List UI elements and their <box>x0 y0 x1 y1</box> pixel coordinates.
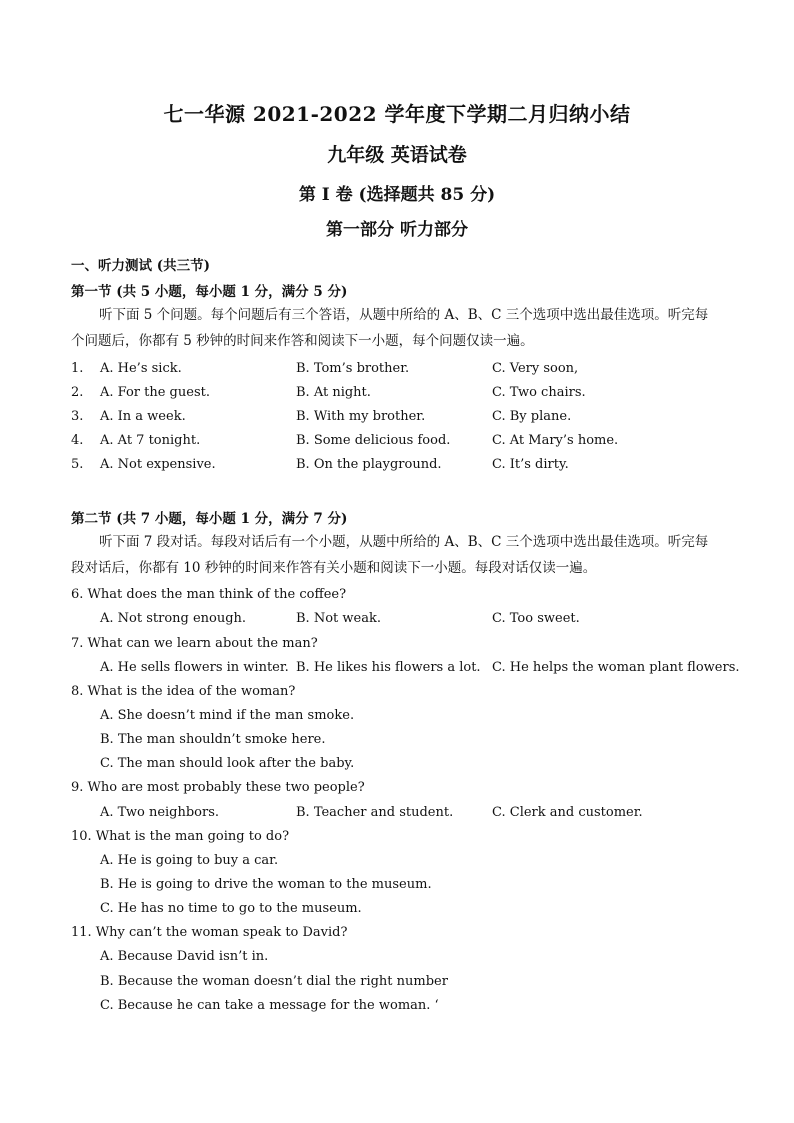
question-number: 2. <box>71 385 84 400</box>
option-c: C. It’s dirty. <box>492 457 569 472</box>
option-a: A. For the guest. <box>100 385 210 400</box>
question-number: 3. <box>71 409 84 424</box>
option-b: B. Teacher and student. <box>296 805 454 820</box>
sec2-heading: 第二节 (共 7 小题，每小题 1 分，满分 7 分) <box>71 511 348 527</box>
sec2-instructions <box>71 529 723 581</box>
option-b: B. He likes his flowers a lot. <box>296 660 481 675</box>
option-b: B. The man shouldn’t smoke here. <box>100 732 326 747</box>
question-number: 4. <box>71 433 84 448</box>
option-c: C. Clerk and customer. <box>492 805 643 820</box>
option-b: B. At night. <box>296 385 371 400</box>
option-b: B. Some delicious food. <box>296 433 451 448</box>
question-text: 7. What can we learn about the man? <box>71 636 318 651</box>
option-c: C. He helps the woman plant flowers. <box>492 660 740 675</box>
question-text: 6. What does the man think of the coffee? <box>71 587 347 602</box>
option-b: B. With my brother. <box>296 409 426 424</box>
option-c: C. Because he can take a message for the woman. ‘ <box>100 998 439 1013</box>
option-c: C. Very soon, <box>492 361 579 376</box>
question-number: 1. <box>71 361 84 376</box>
option-a: A. In a week. <box>100 409 186 424</box>
sec2-instr-line1: 听下面 7 段对话。每段对话后有一个小题，从题中所给的 A、B、C 三个选项中选出最佳选项。听完每 <box>99 534 709 550</box>
sec2-instr-line2: 段对话后，你都有 10 秒钟的时间来作答有关小题和阅读下一小题。每段对话仅读一遍。 <box>71 560 597 576</box>
option-a: A. At 7 tonight. <box>100 433 201 448</box>
option-a: A. Not strong enough. <box>100 611 247 626</box>
option-b: B. Not weak. <box>296 611 381 626</box>
exam-title: 七一华源 2021-2022 学年度下学期二月归纳小结 <box>163 102 631 126</box>
question-text: 10. What is the man going to do? <box>71 829 290 844</box>
question-text: 9. Who are most probably these two people? <box>71 780 365 795</box>
option-b: B. Tom’s brother. <box>296 361 410 376</box>
option-c: C. Too sweet. <box>492 611 580 626</box>
option-a: A. He’s sick. <box>100 361 182 376</box>
option-a: A. Not expensive. <box>100 457 216 472</box>
question-text: 8. What is the idea of the woman? <box>71 684 296 699</box>
question-number: 5. <box>71 457 84 472</box>
option-b: B. Because the woman doesn’t dial the right number <box>100 974 448 989</box>
part-heading: 第一部分 听力部分 <box>326 220 468 240</box>
option-a: A. She doesn’t mind if the man smoke. <box>100 708 355 723</box>
sec1-instr-line1: 听下面 5 个问题。每个问题后有三个答语，从题中所给的 A、B、C 三个选项中选出最佳选项。听完每 <box>99 307 709 323</box>
sec1-instructions <box>71 302 723 354</box>
option-b: B. He is going to drive the woman to the museum. <box>100 877 432 892</box>
option-a: A. He sells flowers in winter. <box>100 660 289 675</box>
section-heading: 一、听力测试 (共三节) <box>71 258 210 274</box>
option-c: C. Two chairs. <box>492 385 586 400</box>
volume-heading: 第 I 卷 (选择题共 85 分) <box>298 185 496 205</box>
option-c: C. The man should look after the baby. <box>100 756 355 771</box>
sec1-instr-line2: 个问题后，你都有 5 秒钟的时间来作答和阅读下一小题，每个问题仅读一遍。 <box>71 333 534 349</box>
sec1-heading: 第一节 (共 5 小题，每小题 1 分，满分 5 分) <box>71 284 348 300</box>
option-c: C. By plane. <box>492 409 572 424</box>
option-b: B. On the playground. <box>296 457 442 472</box>
option-c: C. At Mary’s home. <box>492 433 619 448</box>
exam-subtitle: 九年级 英语试卷 <box>327 144 467 166</box>
option-a: A. He is going to buy a car. <box>100 853 279 868</box>
option-a: A. Because David isn’t in. <box>100 949 269 964</box>
option-a: A. Two neighbors. <box>100 805 220 820</box>
question-text: 11. Why can’t the woman speak to David? <box>71 925 348 940</box>
option-c: C. He has no time to go to the museum. <box>100 901 362 916</box>
